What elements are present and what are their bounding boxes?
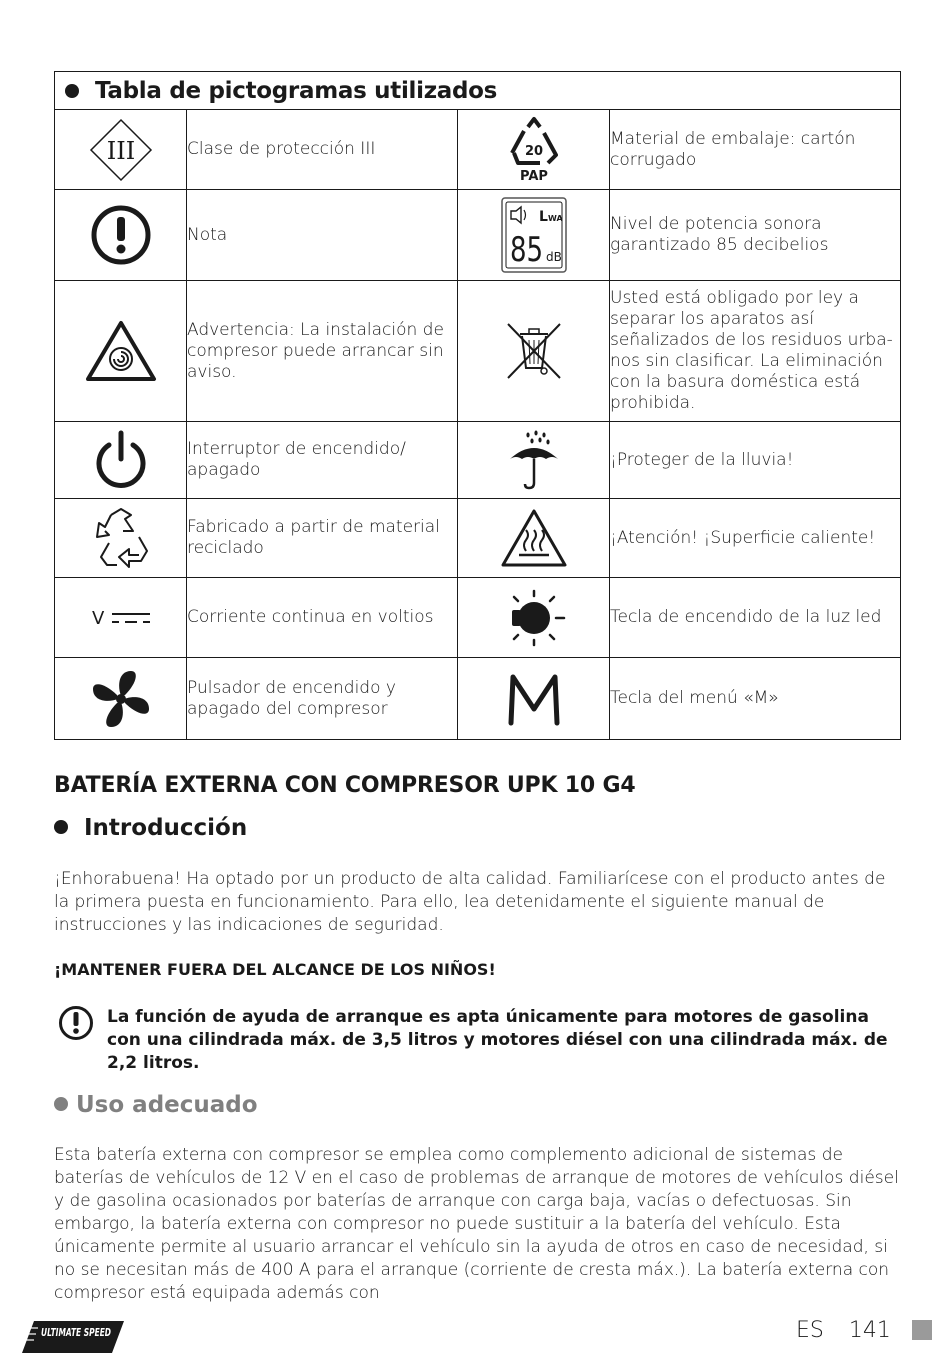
usage-paragraph: Esta batería externa con compresor se emplea como complemento adicional de sistemas de baterías de vehículos de 12 V en el caso de problemas de arranque de motores de vehículos diésel y de gasolina ocasionados por baterías de arranque con carga baja, vacías o defectuosas. Sin embargo, la batería externa con compresor no puede sustituir a la batería del vehículo. Esta únicamente permite al usuario arrancar el vehículo sin la ayuda de otros en caso de necesidad, si no se necesitan más de 400 A para el arranque (corriente de cresta máx.). La batería externa con compresor está equipada además con: [54, 1145, 899, 1303]
pictogram-description: Fabricado a partir de material reciclado: [187, 499, 458, 578]
pictogram-description: Tecla de encendido de la luz led: [610, 578, 901, 658]
intro-paragraph: ¡Enhorabuena! Ha optado por un producto de alta calidad. Familiarícese con el producto antes de la primera puesta en funcionamiento. Para ello, lea detenidamente el siguiente manual de instrucciones y las indicaciones de seguridad.: [54, 869, 886, 935]
menu-m-icon: [458, 658, 610, 740]
page-tab-marker: [912, 1320, 932, 1340]
usage-heading-block: [54, 1092, 258, 1118]
pictogram-description: Corriente continua en voltios: [187, 578, 458, 658]
pictogram-description: Pulsador de encendido y apagado del compresor: [187, 658, 458, 740]
dc-voltage-icon: [55, 578, 187, 658]
pictogram-description: Nivel de potencia sonora garantizado 85 decibelios: [610, 190, 901, 281]
protection-class-iii-icon: [55, 110, 187, 190]
hot-surface-icon: [458, 499, 610, 578]
table-row: [55, 658, 901, 740]
umbrella-rain-icon: [458, 422, 610, 499]
intro-heading-block: [54, 815, 247, 841]
table-row: [55, 281, 901, 422]
logo-text: ULTIMATE SPEED: [41, 1326, 111, 1339]
exclamation-note-icon: [58, 1005, 94, 1041]
pictogram-table: [54, 71, 901, 740]
bullet-icon: [54, 820, 68, 834]
page-footer-number: [796, 1318, 891, 1343]
table-row: [55, 422, 901, 499]
children-warning: ¡MANTENER FUERA DEL ALCANCE DE LOS NIÑOS!: [54, 960, 496, 979]
pap-number: 20: [524, 143, 543, 159]
table-row: [55, 578, 901, 658]
recycle-icon: [55, 499, 187, 578]
pictogram-description: Material de embalaje: cartón corrugado: [610, 110, 901, 190]
pictogram-table-header: [55, 72, 901, 110]
warning-auto-start-icon: [55, 281, 187, 422]
pictogram-description: Clase de protección III: [187, 110, 458, 190]
page-number: 141: [848, 1318, 891, 1343]
sound-power-level-icon: [458, 190, 610, 281]
table-row: [55, 190, 901, 281]
table-title: Tabla de pictogramas utilizados: [95, 77, 498, 104]
language-code: ES: [796, 1318, 824, 1343]
table-row: [55, 499, 901, 578]
lwa-unit: dB: [545, 250, 562, 264]
lwa-value: 85: [509, 230, 543, 270]
dc-voltage-letter: V: [91, 607, 104, 629]
pictogram-description: Usted está obligado por ley a separar los aparatos así señalizados de los residuos urba-nos sin clasificar. La eliminación con la basura doméstica está prohibida.: [610, 281, 901, 422]
pictogram-description: Nota: [187, 190, 458, 281]
pictogram-description: ¡Proteger de la lluvia!: [610, 422, 901, 499]
bullet-icon: [65, 84, 79, 98]
bullet-icon: [54, 1097, 68, 1111]
crossed-bin-icon: [458, 281, 610, 422]
lwa-label: L: [538, 209, 548, 225]
product-title: BATERÍA EXTERNA CON COMPRESOR UPK 10 G4: [54, 773, 636, 798]
recycling-pap-20-icon: [458, 110, 610, 190]
pictogram-description: Tecla del menú «M»: [610, 658, 901, 740]
pictogram-description: Advertencia: La instalación de compresor puede arrancar sin aviso.: [187, 281, 458, 422]
usage-heading: Uso adecuado: [76, 1092, 258, 1118]
exclamation-note-icon: [55, 190, 187, 281]
ultimate-speed-logo: [20, 1320, 125, 1354]
led-light-icon: [458, 578, 610, 658]
table-row: [55, 110, 901, 190]
pap-label: PAP: [519, 168, 548, 184]
pictogram-description: ¡Atención! ¡Superficie caliente!: [610, 499, 901, 578]
power-icon: [55, 422, 187, 499]
fan-icon: [55, 658, 187, 740]
lwa-subscript: WA: [547, 214, 563, 223]
protection-class-label: III: [106, 136, 135, 165]
menu-letter: M: [533, 726, 534, 728]
intro-heading: Introducción: [84, 815, 248, 841]
jump-start-note: La función de ayuda de arranque es apta únicamente para motores de gasolina con una cilindrada máx. de 3,5 litros y motores diésel con una cilindrada máx. de 2,2 litros.: [107, 1007, 888, 1073]
pictogram-description: Interruptor de encendido/ apagado: [187, 422, 458, 499]
